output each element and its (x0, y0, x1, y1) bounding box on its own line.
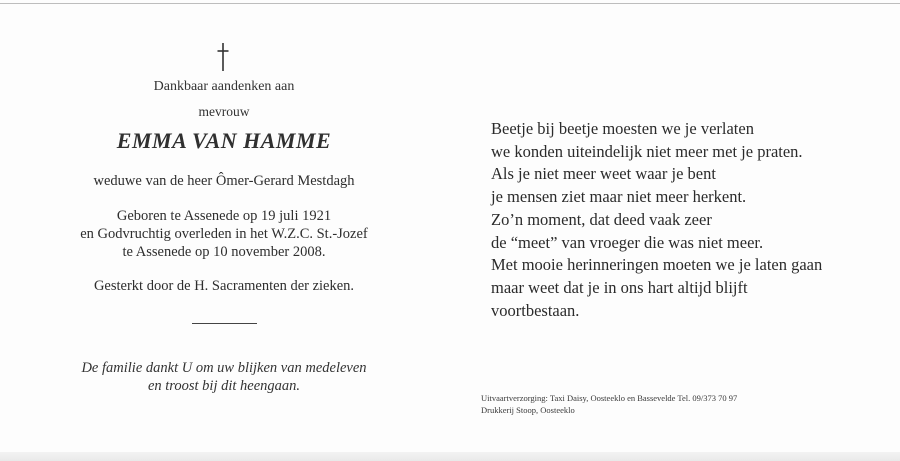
printer-line: Drukkerij Stoop, Oosteeklo (481, 405, 575, 415)
poem (491, 118, 891, 322)
family-thanks-line-2: en troost bij dit heengaan. (147, 378, 301, 394)
poem-line: Zo’n moment, dat deed vaak zeer (491, 209, 712, 229)
poem-line: Beetje bij beetje moesten we je verlaten (491, 119, 754, 138)
widow-text: weduwe van de heer Ômer-Gerard Mestdagh (93, 173, 355, 189)
bottom-edge (0, 452, 900, 461)
funeral-director-line: Uitvaartverzorging: Taxi Daisy, Oosteeklo en Bassevelde Tel. 09/373 70 97 (481, 393, 738, 403)
sacraments-text: Gesterkt door de H. Sacramenten der zieken. (93, 278, 355, 294)
deceased-name: EMMA VAN HAMME (116, 128, 332, 153)
poem-line: voortbestaan. (491, 300, 580, 320)
divider-line (192, 323, 257, 324)
intro-text: Dankbaar aandenken aan (153, 79, 295, 94)
poem-line: we konden uiteindelijk niet meer met je praten. (491, 141, 803, 161)
family-thanks-line-1: De familie dankt U om uw blijken van medeleven (81, 360, 367, 376)
poem-line: je mensen ziet maar niet meer herkent. (491, 187, 747, 207)
title-text: mevrouw (198, 104, 250, 119)
cross-icon (216, 42, 230, 72)
poem-line: Als je niet meer weet waar je bent (491, 164, 716, 184)
poem-line: maar weet dat je in ons hart altijd blijft (491, 277, 748, 297)
death-line: en Godvruchtig overleden in het W.Z.C. St.-Jozef (80, 226, 368, 242)
birth-line: Geboren te Assenede op 19 juli 1921 (116, 208, 332, 224)
poem-line: Met mooie herinneringen moeten we je laten gaan (491, 255, 823, 275)
credits (481, 392, 881, 416)
top-border (0, 3, 900, 4)
death-place-line: te Assenede op 10 november 2008. (122, 244, 326, 260)
poem-line: de “meet” van vroeger die was niet meer. (491, 232, 764, 252)
